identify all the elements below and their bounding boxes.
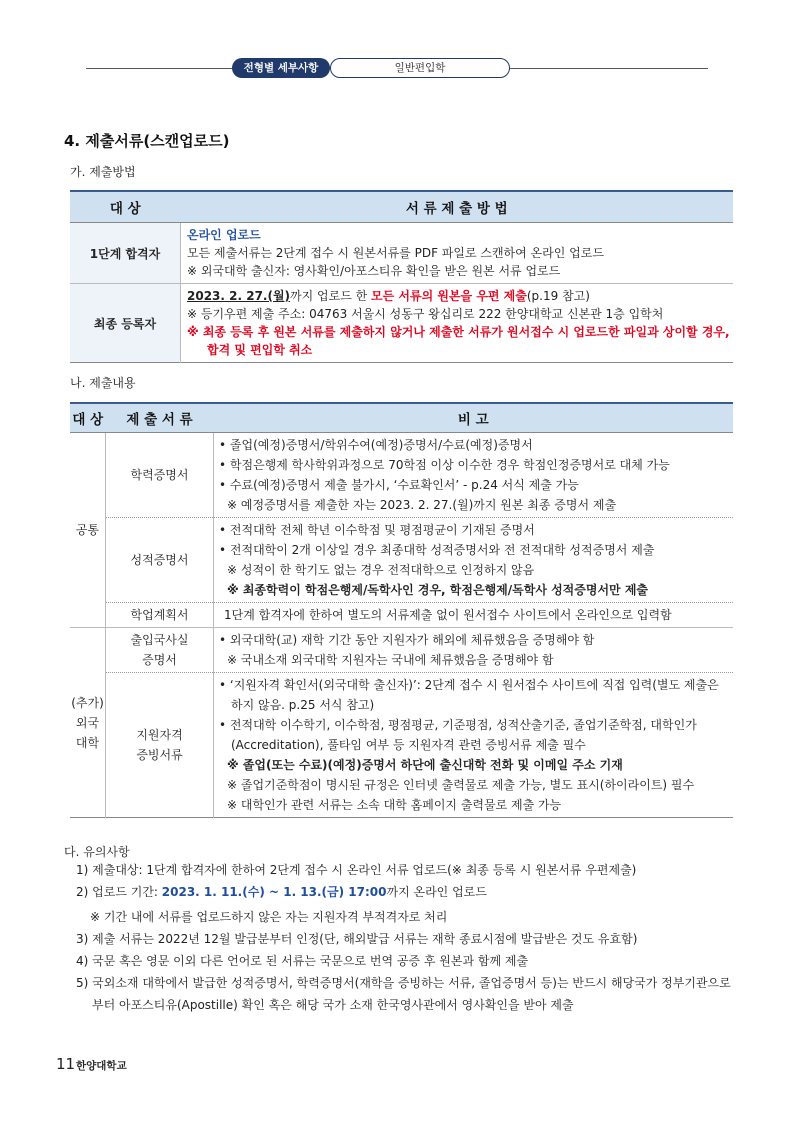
header-tab-inactive: 일반편입학 [330, 58, 510, 78]
note-4: 4) 국문 혹은 영문 이외 다른 언어로 된 서류는 국문으로 번역 공증 후 원본과 함께 제출 [76, 954, 529, 968]
section-title: 4. 제출서류(스캔업로드) [64, 132, 230, 150]
t2-doc-studyplan-remarks: 1단계 합격자에 한하여 별도의 서류제출 없이 원서접수 사이트에서 온라인으로 입력함 [214, 603, 734, 628]
t2-d2-line: • 전적대학이 2개 이상일 경우 최종대학 성적증명서와 전 전적대학 성적증명서 제출 [219, 543, 655, 557]
t1-deadline: 2023. 2. 27.(월) [187, 289, 291, 303]
t2-doc-transcript: 성적증명서 [106, 518, 214, 603]
t2-d5-line: • 전적대학 이수학기, 이수학점, 평점평균, 기준평점, 성적산출기준, 졸업기준학점, 대학인가(Accreditation), 풀타임 여부 등 지원자격 관련 증빙서류 제출 필수 [219, 718, 697, 752]
t2-doc-eligibility: 지원자격 증빙서류 [106, 673, 214, 818]
t2-d2-line: • 전적대학 전체 학년 이수학점 및 평점평균이 기재된 증명서 [219, 523, 535, 537]
t2-doc-immigration-remarks [214, 628, 734, 673]
t1-row1-line3: ※ 외국대학 출신자: 영사확인/아포스티유 확인을 받은 원본 서류 업로드 [187, 264, 561, 278]
t1-row1-content [181, 223, 734, 284]
t1-row2-line3: ※ 최종 등록 후 원본 서류를 제출하지 않거나 제출한 서류가 원서접수 시 업로드한 파일과 상이할 경우, 합격 및 편입학 취소 [187, 325, 730, 357]
submission-content-table [70, 402, 733, 818]
t2-doc-studyplan: 학업계획서 [106, 603, 214, 628]
t2-d5-line: ※ 졸업기준학점이 명시된 규정은 인터넷 출력물로 제출 가능, 별도 표시(하이라이트) 필수 [227, 778, 695, 792]
t2-head-remarks: 비 고 [214, 403, 734, 433]
t2-d2-line: ※ 최종학력이 학점은행제/독학사인 경우, 학점은행제/독학사 성적증명서만 제출 [227, 583, 649, 597]
note-3: 3) 제출 서류는 2022년 12월 발급분부터 인정(단, 해외발급 서류는 재학 종료시점에 발급받은 것도 유효함) [76, 932, 638, 946]
t1-row2-red: 모든 서류의 원본을 우편 제출 [371, 289, 527, 303]
subsection-da: 다. 유의사항 [64, 845, 130, 859]
t2-d1-line: • 학점은행제 학사학위과정으로 70학점 이상 이수한 경우 학점인정증명서로 대체 가능 [219, 458, 670, 472]
t2-d1-line: • 졸업(예정)증명서/학위수여(예정)증명서/수료(예정)증명서 [219, 438, 533, 452]
note-2-period: 2023. 1. 11.(수) ~ 1. 13.(금) 17:00 [161, 885, 387, 899]
t1-row2-content [181, 284, 734, 363]
subsection-na: 나. 제출내용 [70, 376, 136, 390]
t2-d4-line: ※ 국내소재 외국대학 지원자는 국내에 체류했음을 증명해야 함 [227, 653, 554, 667]
t2-d5-line: ※ 졸업(또는 수료)(예정)증명서 하단에 출신대학 전화 및 이메일 주소 기재 [227, 758, 623, 772]
page-number: 11 [56, 1055, 76, 1073]
t1-row1-label: 1단계 합격자 [70, 223, 181, 284]
t1-row1-line2: 모든 제출서류는 2단계 접수 시 원본서류를 PDF 파일로 스캔하여 온라인 업로드 [187, 246, 604, 260]
t2-d5-line: • ‘지원자격 확인서(외국대학 출신자)’: 2단계 접수 시 원서접수 사이트에 직접 입력(별도 제출은 하지 않음. p.25 서식 참고) [219, 678, 719, 712]
t1-row2-line2: ※ 등기우편 제출 주소: 04763 서울시 성동구 왕십리로 222 한양대학교 신본관 1층 입학처 [187, 307, 664, 321]
submission-method-table [70, 190, 733, 363]
t2-doc-transcript-remarks [214, 518, 734, 603]
t2-d1-line: ※ 예정증명서를 제출한 자는 2023. 2. 27.(월)까지 원본 최종 증명서 제출 [227, 498, 617, 512]
t1-online-upload: 온라인 업로드 [187, 228, 261, 242]
note-5: 5) 국외소재 대학에서 발급한 성적증명서, 학력증명서(재학을 증빙하는 서류, 졸업증명서 등)는 반드시 해당국가 정부기관으로부터 아포스티유(Apostille) 확인 혹은 해당 국가 소재 한국영사관에서 영사확인을 받아 제출 [76, 976, 731, 1012]
t2-doc-immigration: 출입국사실 증명서 [106, 628, 214, 673]
t2-cat-common: 공통 [70, 433, 106, 628]
t2-d1-line: • 수료(예정)증명서 제출 불가시, ‘수료확인서’ - p.24 서식 제출 가능 [219, 478, 579, 492]
t2-d5-line: ※ 대학인가 관련 서류는 소속 대학 홈페이지 출력물로 제출 가능 [227, 798, 562, 812]
t2-d4-line: • 외국대학(교) 재학 기간 동안 지원자가 해외에 체류했음을 증명해야 함 [219, 633, 595, 647]
note-2-pre: 2) 업로드 기간: [76, 885, 162, 899]
t1-row2-tail: (p.19 참고) [526, 289, 590, 303]
t2-doc-eligibility-remarks [214, 673, 734, 818]
footer-school: 한양대학교 [76, 1060, 127, 1072]
t1-row2-mid: 까지 업로드 한 [290, 289, 372, 303]
t2-head-target: 대 상 [70, 403, 106, 433]
t2-head-docs: 제 출 서 류 [106, 403, 214, 433]
note-2-post: 까지 온라인 업로드 [386, 885, 487, 899]
note-1: 1) 제출대상: 1단계 합격자에 한하여 2단계 접수 시 온라인 서류 업로드(※ 최종 등록 시 원본서류 우편제출) [76, 863, 637, 877]
t2-doc-academic: 학력증명서 [106, 433, 214, 518]
t1-head-method: 서 류 제 출 방 법 [181, 191, 734, 223]
subsection-ga: 가. 제출방법 [70, 165, 136, 179]
header-tab-active: 전형별 세부사항 [232, 58, 330, 78]
t1-head-target: 대 상 [70, 191, 181, 223]
t2-cat-foreign: (추가) 외국 대학 [70, 628, 106, 818]
notes-block [76, 859, 736, 1016]
t2-doc-academic-remarks [214, 433, 734, 518]
note-2-sub: ※ 기간 내에 서류를 업로드하지 않은 자는 지원자격 부적격자로 처리 [90, 910, 448, 924]
t2-d2-line: ※ 성적이 한 학기도 없는 경우 전적대학으로 인정하지 않음 [227, 563, 535, 577]
note-2 [76, 881, 736, 903]
t1-row2-label: 최종 등록자 [70, 284, 181, 363]
